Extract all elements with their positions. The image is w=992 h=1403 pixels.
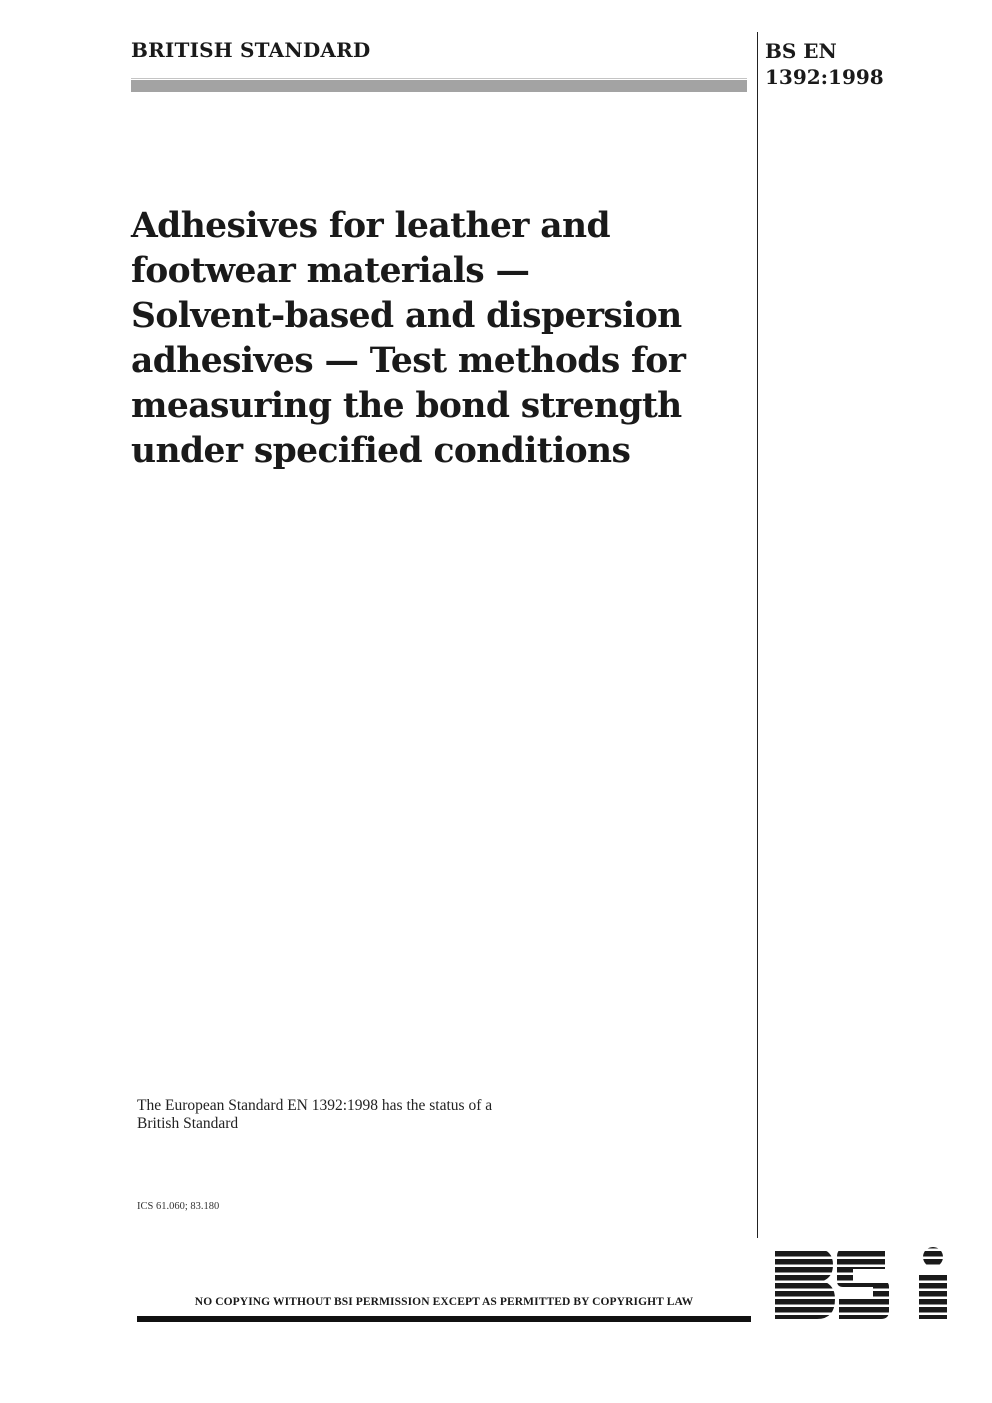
title-line: Solvent-based and dispersion (131, 296, 682, 336)
title-line: footwear materials — (131, 251, 530, 291)
document-title (131, 204, 741, 474)
standard-number-code: 1392:1998 (765, 65, 884, 89)
status-note-line: The European Standard EN 1392:1998 has the status of a (137, 1097, 493, 1114)
title-line: measuring the bond strength (131, 386, 682, 426)
header-rule-thin (131, 78, 747, 79)
vertical-divider (757, 32, 758, 1238)
copyright-notice: NO COPYING WITHOUT BSI PERMISSION EXCEPT AS PERMITTED BY COPYRIGHT LAW (194, 1296, 694, 1308)
ics-code: ICS 61.060; 83.180 (137, 1201, 220, 1212)
footer-rule (137, 1316, 751, 1322)
title-line: Adhesives for leather and (131, 206, 611, 246)
title-line: adhesives — Test methods for (131, 341, 686, 381)
document-type-heading: BRITISH STANDARD (131, 38, 371, 62)
status-note-line: British Standard (137, 1115, 239, 1132)
header-rule (131, 80, 747, 92)
standard-number (765, 38, 884, 90)
standard-number-prefix: BS EN (765, 39, 837, 63)
bsi-logo (773, 1243, 949, 1325)
status-note (137, 1097, 557, 1133)
title-line: under specified conditions (131, 431, 631, 471)
